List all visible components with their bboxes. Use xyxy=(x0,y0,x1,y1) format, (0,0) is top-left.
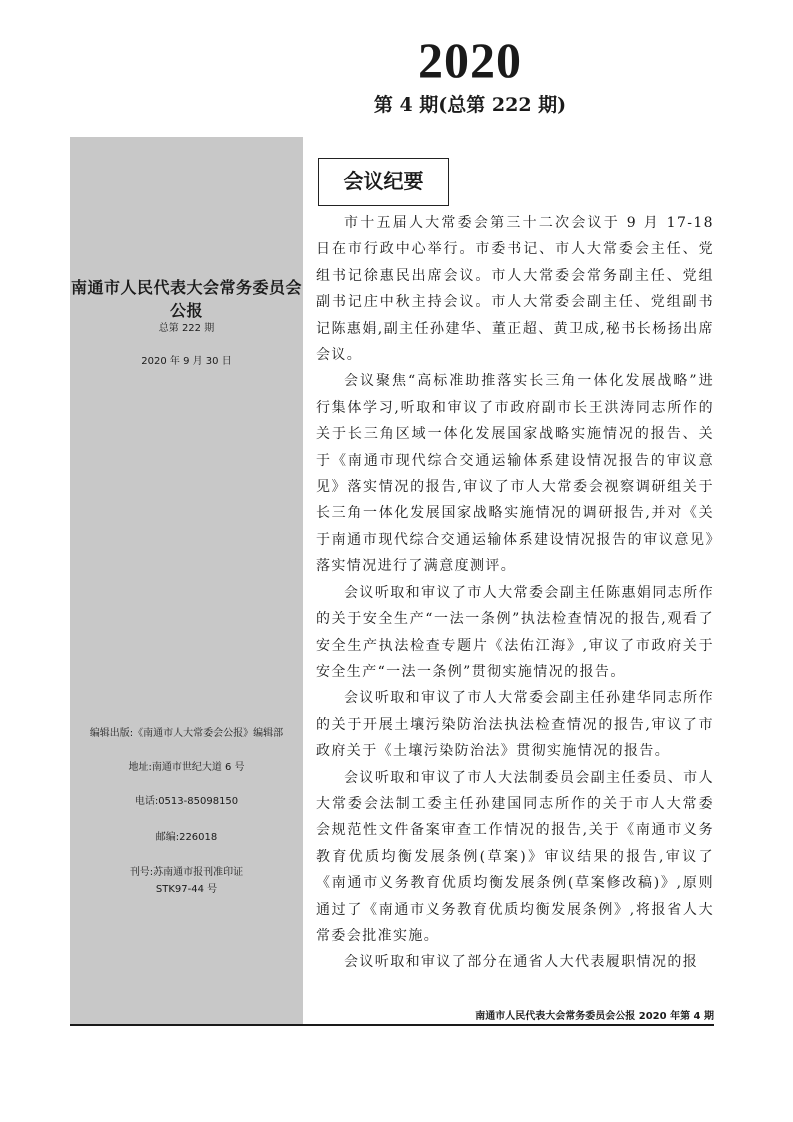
address-info: 地址:南通市世纪大道 6 号 xyxy=(128,762,245,773)
paragraph: 会议听取和审议了市人大常委会副主任陈惠娟同志所作的关于安全生产“一法一条例”执法检查情况的报告,观看了安全生产执法检查专题片《法佑江海》,审议了市政府关于安全生产“一法一条例”贯彻实施情况的报告。 xyxy=(316,584,714,680)
paragraph: 会议听取和审议了市人大常委会副主任孙建华同志所作的关于开展土壤污染防治法执法检查情况的报告,审议了市政府关于《土壤污染防治法》贯彻实施情况的报告。 xyxy=(316,690,714,760)
paragraph: 会议聚焦“高标准助推落实长三角一体化发展战略”进行集体学习,听取和审议了市政府副市长王洪涛同志所作的关于长三角区域一体化发展国家战略实施情况的报告、关于《南通市现代综合交通运输体系建设情况报告的审议意见》落实情况的报告,审议了市人大常委会视察调研组关于长三角一体化发展国家战略实施情况的调研报告,并对《关于南通市现代综合交通运输体系建设情况报告的审议意见》落实情况进行了满意度测评。 xyxy=(316,373,714,575)
publish-date: 2020 年 9 月 30 日 xyxy=(141,356,232,367)
permit-code: STK97-44 号 xyxy=(155,884,218,895)
footer-divider xyxy=(70,1024,714,1026)
permit-info: 刊号:苏南通市报刊准印证 xyxy=(129,867,244,878)
paragraph: 市十五届人大常委会第三十二次会议于 9 月 17-18 日在市行政中心举行。市委书记、市人大常委会主任、党组书记徐惠民出席会议。市人大常委会常务副主任、党组副书记庄中秋主持会议。市人大常委会副主任、党组副书记陈惠娟,副主任孙建华、董正超、黄卫成,秘书长杨扬出席会议。 xyxy=(316,215,714,364)
section-title: 会议纪要 xyxy=(318,158,449,206)
phone-info: 电话:0513-85098150 xyxy=(134,796,239,807)
paragraph: 会议听取和审议了市人大法制委员会副主任委员、市人大常委会法制工委主任孙建国同志所作的关于市人大常委会规范性文件备案审查工作情况的报告,关于《南通市义务教育优质均衡发展条例(草案)》审议结果的报告,审议了《南通市义务教育优质均衡发展条例(草案修改稿)》,原则通过了《南通市义务教育优质均衡发展条例》,将报省人大常委会批准实施。 xyxy=(316,769,714,944)
serial-number: 总第 222 期 xyxy=(158,323,215,334)
postcode-info: 邮编:226018 xyxy=(155,832,218,843)
year-title: 2020 xyxy=(418,32,522,88)
page-footer: 南通市人民代表大会常务委员会公报 2020 年第 4 期 xyxy=(475,1011,714,1022)
sidebar-panel xyxy=(70,137,303,1024)
article-body xyxy=(316,210,714,982)
issue-number: 第 4 期(总第 222 期) xyxy=(373,94,567,116)
bulletin-title: 南通市人民代表大会常务委员会公报 xyxy=(70,278,302,320)
publisher-info: 编辑出版:《南通市人大常委会公报》编辑部 xyxy=(89,728,284,739)
paragraph: 会议听取和审议了部分在通省人大代表履职情况的报 xyxy=(344,954,699,971)
